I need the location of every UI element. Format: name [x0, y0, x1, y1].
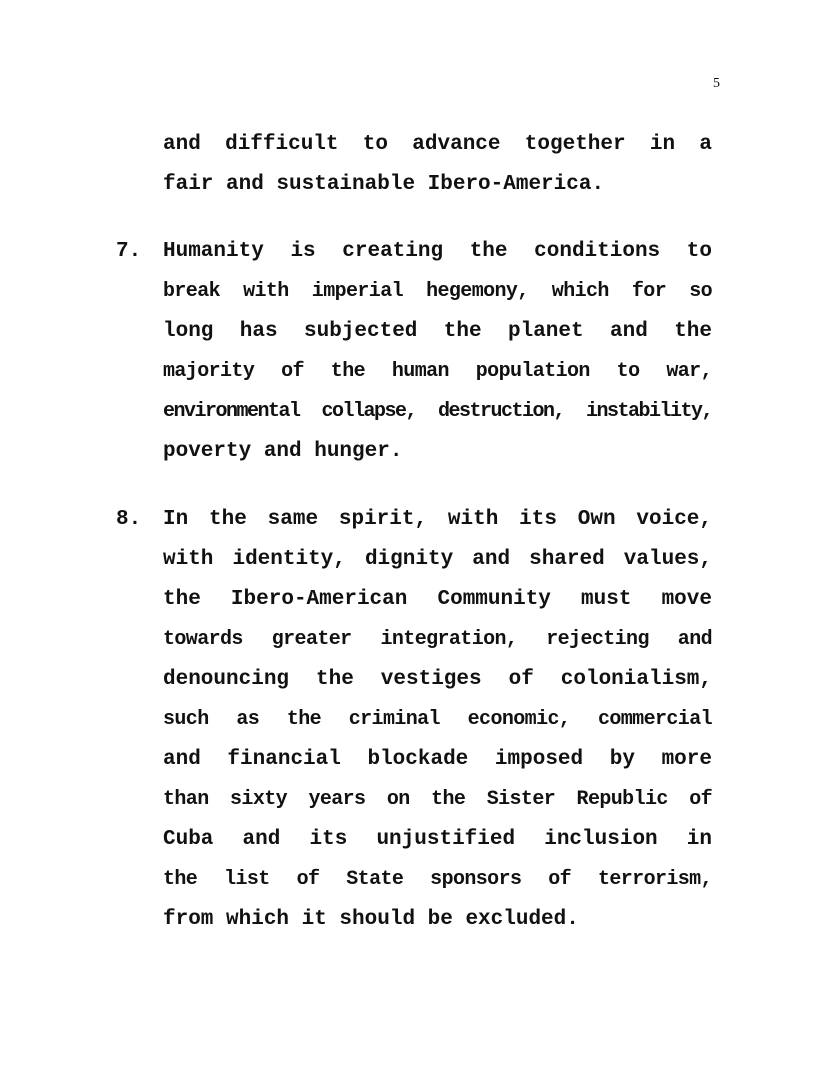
text-line: Humanity is creating the conditions to: [163, 240, 712, 263]
text-line: and difficult to advance together in a: [163, 133, 712, 156]
text-line: poverty and hunger.: [163, 440, 403, 463]
paragraph-number: 8.: [116, 508, 142, 531]
paragraph-body: [163, 232, 712, 472]
text-line: In the same spirit, with its Own voice,: [163, 508, 712, 531]
text-line: denouncing the vestiges of colonialism,: [163, 668, 712, 691]
text-line: from which it should be excluded.: [163, 908, 579, 931]
text-line: than sixty years on the Sister Republic of: [163, 788, 712, 811]
text-line: long has subjected the planet and the: [163, 320, 712, 343]
text-line: with identity, dignity and shared values,: [163, 548, 712, 571]
paragraph-body: [163, 500, 712, 940]
text-line: the list of State sponsors of terrorism,: [163, 868, 712, 891]
paragraph-number: 7.: [116, 240, 142, 263]
text-line: and financial blockade imposed by more: [163, 748, 712, 771]
text-line: such as the criminal economic, commercial: [163, 708, 712, 731]
text-line: Cuba and its unjustified inclusion in: [163, 828, 712, 851]
text-line: fair and sustainable Ibero-America.: [163, 173, 605, 196]
paragraph-body: [163, 125, 712, 205]
text-line: majority of the human population to war,: [163, 360, 712, 383]
text-line: the Ibero-American Community must move: [163, 588, 712, 611]
text-line: break with imperial hegemony, which for so: [163, 280, 712, 303]
text-line: environmental collapse, destruction, instability,: [163, 400, 712, 423]
text-line: towards greater integration, rejecting and: [163, 628, 712, 651]
page-number: 5: [713, 76, 720, 91]
